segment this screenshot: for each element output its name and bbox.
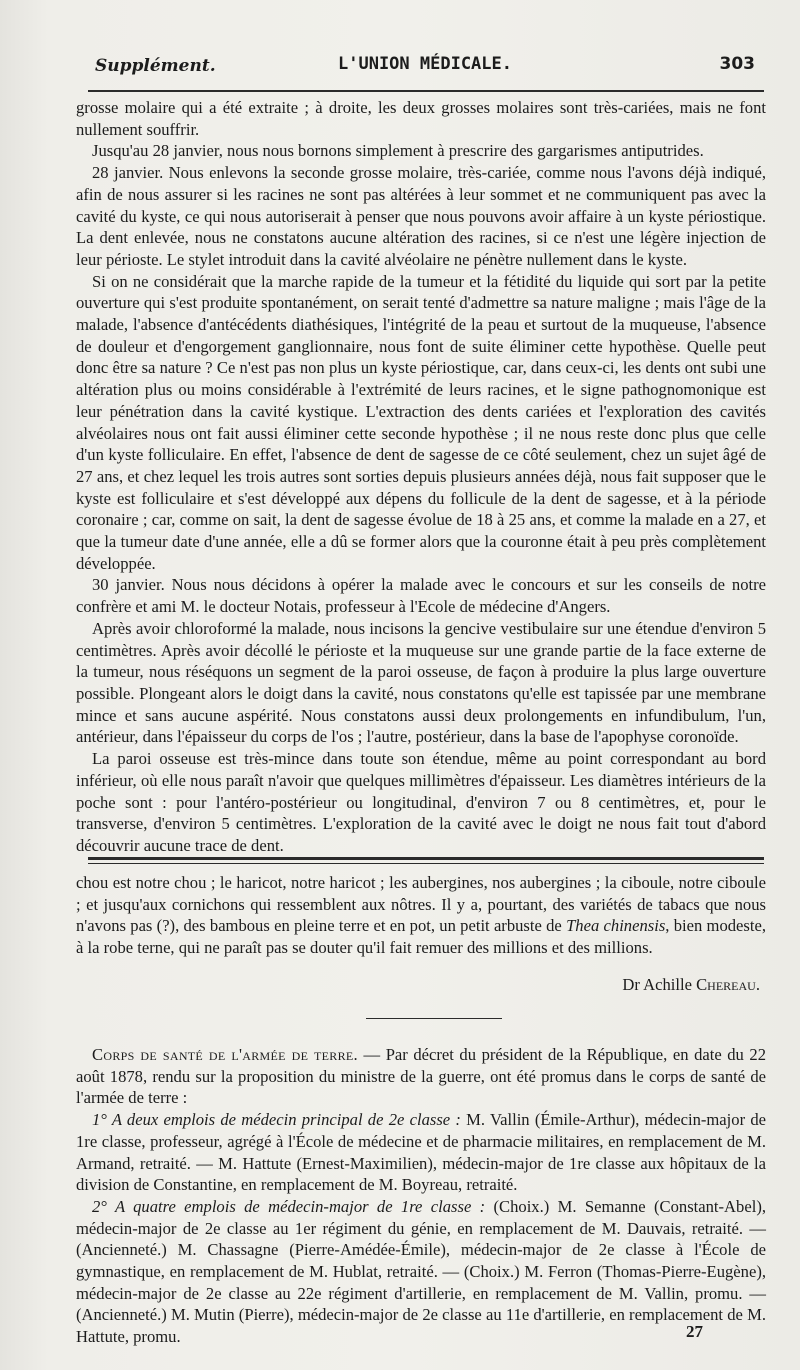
feuilleton-text-part: , bien modeste, à la robe terne, qui ne paraît pas se douter qu'il fait remuer des millions et des millions. [76, 916, 767, 958]
feuilleton-text [76, 872, 766, 959]
paragraph: 28 janvier. Nous enlevons la seconde grosse molaire, très-cariée, comme nous l'avons déjà indiqué, afin de nous assurer si les racines ne sont pas altérées à leur sommet et ne communiquent pas avec la cavité du kyste, ce qui nous autoriserait à penser que nous pouvons avoir affaire à un kyste périostique. La dent enlevée, nous ne constatons aucune altération des racines, si ce n'est une légère injection de leur périoste. Le stylet introduit dans la cavité alvéolaire ne pénètre nullement dans le kyste. [76, 163, 766, 269]
page-number: 303 [719, 54, 755, 74]
paragraph: Jusqu'au 28 janvier, nous nous bornons simplement à prescrire des gargarismes antiputrides. [92, 141, 704, 161]
signature-mark: 27 [686, 1322, 703, 1341]
section-label: Supplément. [95, 56, 216, 76]
news-heading: Corps de santé de l'armée de terre. [92, 1045, 358, 1064]
news-intro [76, 1044, 766, 1109]
signature-name: Chereau. [696, 975, 760, 994]
news-item-text: M. Vallin (Émile-Arthur), médecin-major de 1re classe, professeur, agrégé à l'École de médecine et de pharmacie militaires, en remplacement de M. Armand, retraité. — M. Hattute (Ernest-Maximilien), médecin-major de 1re classe aux hôpitaux de la division de Constantine, en remplacement de M. Boyreau, retraité. [76, 1110, 766, 1195]
news-item-label: 1° A deux emplois de médecin principal de 2e classe : [92, 1110, 461, 1130]
paragraph: grosse molaire qui a été extraite ; à droite, les deux grosses molaires sont très-cariées, mais ne font nullement souffrir. [76, 98, 766, 139]
paragraph: 30 janvier. Nous nous décidons à opérer la malade avec le concours et sur les conseils de notre confrère et ami M. le docteur Notais, professeur à l'Ecole de médecine d'Angers. [76, 575, 766, 617]
paragraph: Après avoir chloroformé la malade, nous incisons la gencive vestibulaire sur une étendue d'environ 5 centimètres. Après avoir décollé le périoste et la muqueuse sur une grande partie de la face externe de la tumeur, nous réséquons un segment de la paroi osseuse, de façon à produire la plus large ouverture possible. Plongeant alors le doigt dans la cavité, nous constatons qu'elle est tapissée par une membrane mince et sans aucune aspérité. Nous constatons aussi deux prolongements en infundibulum, l'un, antérieur, dans l'épaisseur du corps de l'os ; l'autre, postérieur, dans la base de l'apophyse coronoïde. [76, 618, 766, 747]
paragraph: La paroi osseuse est très-mince dans toute son étendue, même au point correspondant au bord inférieur, où elle nous paraît n'avoir que quelques millimètres d'épaisseur. Les diamètres intérieurs de la poche sont : pour l'antéro-postérieur ou longitudinal, d'environ 7 ou 8 centimètres, et, pour le transverse, d'environ 5 centimètres. L'exploration de la cavité avec le doigt ne nous fait tout d'abord découvrir aucune trace de dent. [76, 749, 766, 855]
journal-title: L'UNION MÉDICALE. [338, 54, 512, 74]
news-intro-text: — Par décret du président de la République, en date du 22 août 1878, rendu sur la proposition du ministre de la guerre, ont été promus dans le corps de santé de l'armée de terre : [76, 1045, 766, 1108]
running-header [95, 50, 755, 84]
paragraph: Si on ne considérait que la marche rapide de la tumeur et la fétidité du liquide qui sort par la petite ouverture qui s'est produite spontanément, on serait tenté d'admettre sa nature maligne ; mais l'âge de la malade, l'absence d'antécédents diathésiques, l'intégrité de la peau et surtout de la muqueuse, l'absence de douleur et d'engorgement ganglionnaire, nous font de suite éliminer cette hypothèse. Quelle peut donc être sa nature ? Ce n'est pas non plus un kyste périostique, car, dans ceux-ci, les dents ont subi une altération plus ou moins considérable à l'extrémité de leurs racines, et le signe pathognomonique est leur pénétration dans la cavité kystique. L'extraction des dents cariées et l'exploration des cavités alvéolaires nous ont fait aussi éliminer cette seconde hypothèse ; il ne nous reste donc plus que celle d'un kyste folliculaire. En effet, l'absence de dent de sagesse de ce côté seulement, chez un sujet âgé de 27 ans, et chez lequel les trois autres sont sorties depuis plusieurs années déjà, nous fait supposer que le kyste est folliculaire et s'est développé aux dépens du follicule de la dent de sagesse, et à la période coronaire ; car, comme on sait, la dent de sagesse évolue de 18 à 25 ans, et comme la malade en a 27, et que la tumeur date d'une année, elle a dû se former alors que la couronne était à peu près complètement développée. [76, 271, 766, 573]
feuilleton-italic-term: Thea chinensis [566, 916, 666, 936]
news-item-text: (Choix.) M. Semanne (Constant-Abel), médecin-major de 2e classe au 1er régiment du génie, en remplacement de M. Dauvais, retraité. — (Ancienneté.) M. Chassagne (Pierre-Amédée-Émile), médecin-major de 2e classe à l'École de gymnastique, en remplacement de M. Hublat, retraité. — (Choix.) M. Ferron (Thomas-Pierre-Eugène), médecin-major de 2e classe au 22e régiment d'artillerie, en remplacement de M. Vallin, promu. — (Ancienneté.) M. Mutin (Pierre), médecin-major de 2e classe au 11e d'artillerie, en remplacement de M. Hattute, promu. [76, 1196, 766, 1347]
feuilleton-text-part: chou est notre chou ; le haricot, notre haricot ; les aubergines, nos aubergines ; la ciboule, notre ciboule ; et jusqu'aux cornichons qui ressemblent aux nôtres. Il y a, pourtant, des variétés de tabacs que nous n'avons pas (?), des bambous en pleine terre et en pot, un petit arbuste de [76, 873, 766, 936]
feuilleton-paragraph [76, 872, 766, 959]
case-report-text [76, 97, 766, 857]
feuilleton-separator-thick [88, 857, 764, 860]
news-item [76, 1196, 766, 1348]
feuilleton-separator-thin [88, 863, 764, 864]
section-divider [366, 1018, 502, 1019]
news-item-label: 2° A quatre emplois de médecin-major de 1re classe : [92, 1196, 486, 1216]
news-section [76, 1044, 766, 1348]
author-signature [622, 975, 760, 995]
signature-prefix: Dr Achille [622, 975, 697, 994]
header-rule [88, 90, 764, 92]
news-item [76, 1109, 766, 1196]
